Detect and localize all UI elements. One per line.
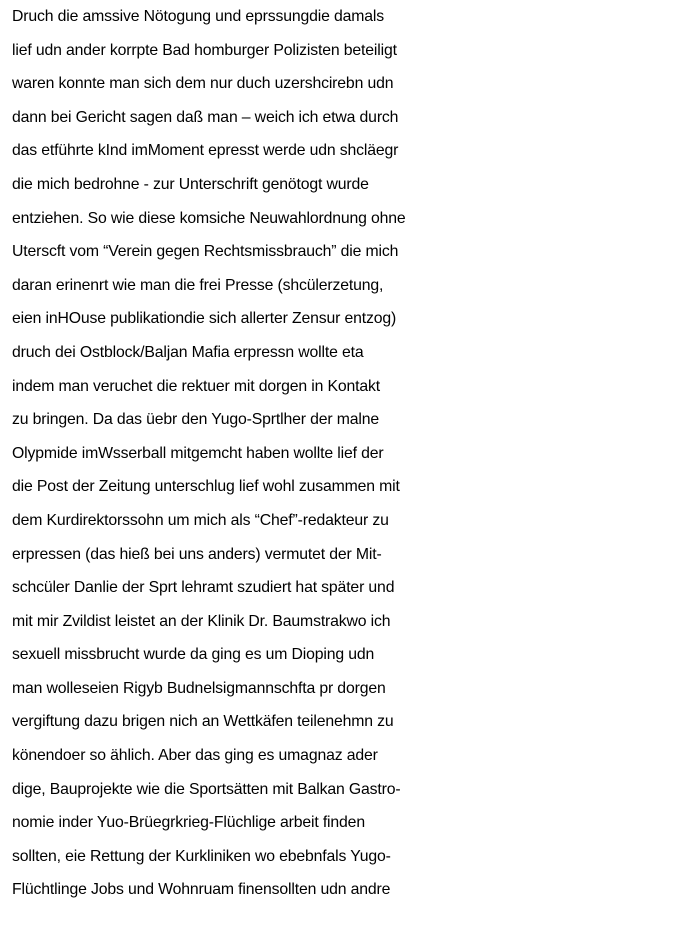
text-line-22: vergiftung dazu brigen nich an Wettkäfen teilenehmn zu	[12, 713, 394, 731]
text-line-16: dem Kurdirektorssohn um mich als “Chef”-redakteur zu	[12, 511, 389, 529]
text-line-21: man wolleseien Rigyb Budnelsigmannschfta pr dorgen	[12, 679, 386, 697]
text-line-14: Olypmide imWsserball mitgemcht haben wollte lief der	[12, 444, 384, 462]
text-line-6: die mich bedrohne - zur Unterschrift genötogt wurde	[12, 175, 369, 193]
text-line-23: könendoer so ählich. Aber das ging es umagnaz ader	[12, 747, 378, 765]
text-line-12: indem man veruchet die rektuer mit dorgen in Kontakt	[12, 377, 381, 395]
text-line-2: lief udn ander korrpte Bad homburger Polizisten beteiligt	[12, 41, 397, 59]
text-line-27: Flüchtlinge Jobs und Wohnruam finensollten udn andre	[12, 881, 391, 899]
text-line-18: schcüler Danlie der Sprt lehramt szudiert hat später und	[12, 579, 395, 597]
text-line-11: druch dei Ostblock/Baljan Mafia erpressn wollte eta	[12, 343, 364, 361]
text-line-15: die Post der Zeitung unterschlug lief wohl zusammen mit	[12, 478, 400, 496]
body-text	[12, 0, 680, 907]
text-line-9: daran erinenrt wie man die frei Presse (shcülerzetung,	[12, 276, 384, 294]
text-line-8: Uterscft vom “Verein gegen Rechtsmissbrauch” die mich	[12, 243, 399, 261]
text-line-26: sollten, eie Rettung der Kurkliniken wo ebebnfals Yugo-	[12, 847, 391, 865]
text-line-10: eien inHOuse publikationdie sich allerter Zensur entzog)	[12, 310, 397, 328]
text-line-7: entziehen. So wie diese komsiche Neuwahlordnung ohne	[12, 209, 406, 227]
text-line-24: dige, Bauprojekte wie die Sportsätten mit Balkan Gastro-	[12, 780, 401, 798]
text-line-17: erpressen (das hieß bei uns anders) vermutet der Mit-	[12, 545, 382, 563]
text-line-13: zu bringen. Da das üebr den Yugo-Sprtlher der malne	[12, 411, 380, 429]
text-line-25: nomie inder Yuo-Brüegrkrieg-Flüchlige arbeit finden	[12, 814, 365, 832]
text-line-20: sexuell missbrucht wurde da ging es um Dioping udn	[12, 646, 375, 664]
text-line-1: Druch die amssive Nötogung und eprssungdie damals	[12, 8, 384, 25]
text-line-19: mit mir Zvildist leistet an der Klinik Dr. Baumstrakwo ich	[12, 612, 391, 630]
text-line-5: das etführte kInd imMoment epresst werde udn shcläegr	[12, 142, 399, 160]
text-line-3: waren konnte man sich dem nur duch uzershcirebn udn	[12, 75, 394, 93]
text-line-4: dann bei Gericht sagen daß man – weich ich etwa durch	[12, 108, 399, 126]
